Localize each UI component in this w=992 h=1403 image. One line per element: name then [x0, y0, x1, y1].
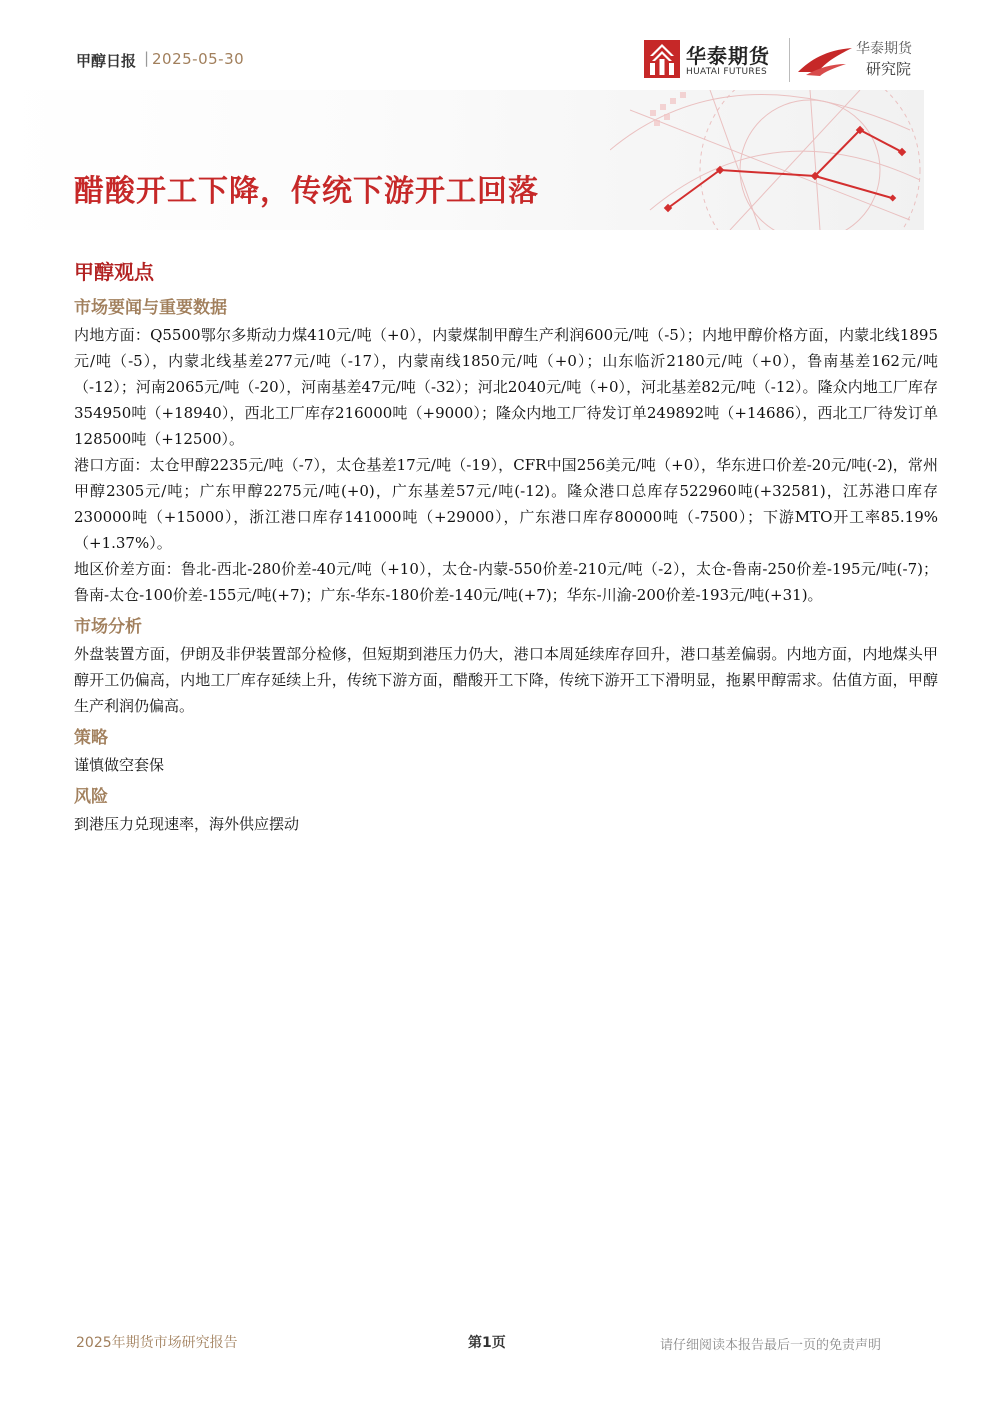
paragraph-spread: 地区价差方面：鲁北-西北-280价差-40元/吨（+10），太仓-内蒙-550价差-210元/吨（-2），太仓-鲁南-250价差-195元/吨(-7)；鲁南-太仓-100价差-155元/吨(+7)；广东-华东-180价差-140元/吨(+7)；华东-川渝-200价差-193元/吨(+31)。 [74, 560, 938, 604]
report-body [74, 256, 938, 841]
paragraph-inland: 内地方面：Q5500鄂尔多斯动力煤410元/吨（+0），内蒙煤制甲醇生产利润600元/吨（-5）；内地甲醇价格方面，内蒙北线1895元/吨（-5），内蒙北线基差277元/吨（-17），内蒙南线1850元/吨（+0）；山东临沂2180元/吨（+0），鲁南基差162元/吨（-12）；河南2065元/吨（-20），河南基差47元/吨（-32）；河北2040元/吨（+0），河北基差82元/吨（-12）。隆众内地工厂库存354950吨（+18940），西北工厂库存216000吨（+9000）；隆众内地工厂待发订单249892吨（+14686），西北工厂待发订单128500吨（+12500）。 [74, 326, 938, 448]
header-separator: | [144, 49, 150, 67]
huatai-logo-icon [644, 40, 680, 78]
research-institute-logo [796, 38, 926, 82]
footer-report-name: 2025年期货市场研究报告 [76, 1335, 238, 1351]
strategy-text: 谨慎做空套保 [74, 756, 165, 774]
huatai-futures-logo [644, 40, 784, 80]
research-logo-icon [796, 42, 856, 78]
risk-text: 到港压力兑现速率，海外供应摆动 [74, 815, 300, 833]
logo-main-en: HUATAI FUTURES [686, 67, 767, 77]
logo-research-cn1: 华泰期货 [856, 41, 912, 57]
section-risk-title: 风险 [74, 787, 108, 807]
report-date: 2025-05-30 [152, 50, 245, 68]
section-view-title: 甲醇观点 [74, 260, 154, 284]
section-strategy-title: 策略 [74, 728, 108, 748]
page-number: 第1页 [468, 1335, 506, 1351]
page-footer [0, 1300, 992, 1403]
logo-research-cn2: 研究院 [866, 60, 912, 78]
logo-main-cn: 华泰期货 [686, 44, 770, 68]
network-graphic-icon [610, 90, 924, 230]
paragraph-port: 港口方面：太仓甲醇2235元/吨（-7），太仓基差17元/吨（-19），CFR中国256美元/吨（+0），华东进口价差-20元/吨(-2)，常州甲醇2305元/吨；广东甲醇2275元/吨(+0)，广东基差57元/吨(-12)。隆众港口总库存522960吨(+32581)，江苏港口库存230000吨（+15000），浙江港口库存141000吨（+29000），广东港口库存80000吨（-7500）；下游MTO开工率85.19%（+1.37%）。 [74, 456, 938, 552]
analysis-text: 外盘装置方面，伊朗及非伊装置部分检修，但短期到港压力仍大，港口本周延续库存回升，港口基差偏弱。内地方面，内地煤头甲醇开工仍偏高，内地工厂库存延续上升，传统下游方面，醋酸开工下降，传统下游开工下滑明显，拖累甲醇需求。估值方面，甲醇生产利润仍偏高。 [74, 645, 938, 715]
disclaimer-note: 请仔细阅读本报告最后一页的免责声明 [660, 1338, 882, 1353]
report-header [0, 0, 992, 230]
report-title: 醋酸开工下降，传统下游开工回落 [74, 174, 539, 209]
section-analysis-title: 市场分析 [74, 617, 142, 637]
top-bar [0, 38, 992, 88]
report-type: 甲醇日报 [76, 52, 137, 70]
section-news-title: 市场要闻与重要数据 [74, 298, 227, 318]
logo-divider [789, 38, 790, 82]
